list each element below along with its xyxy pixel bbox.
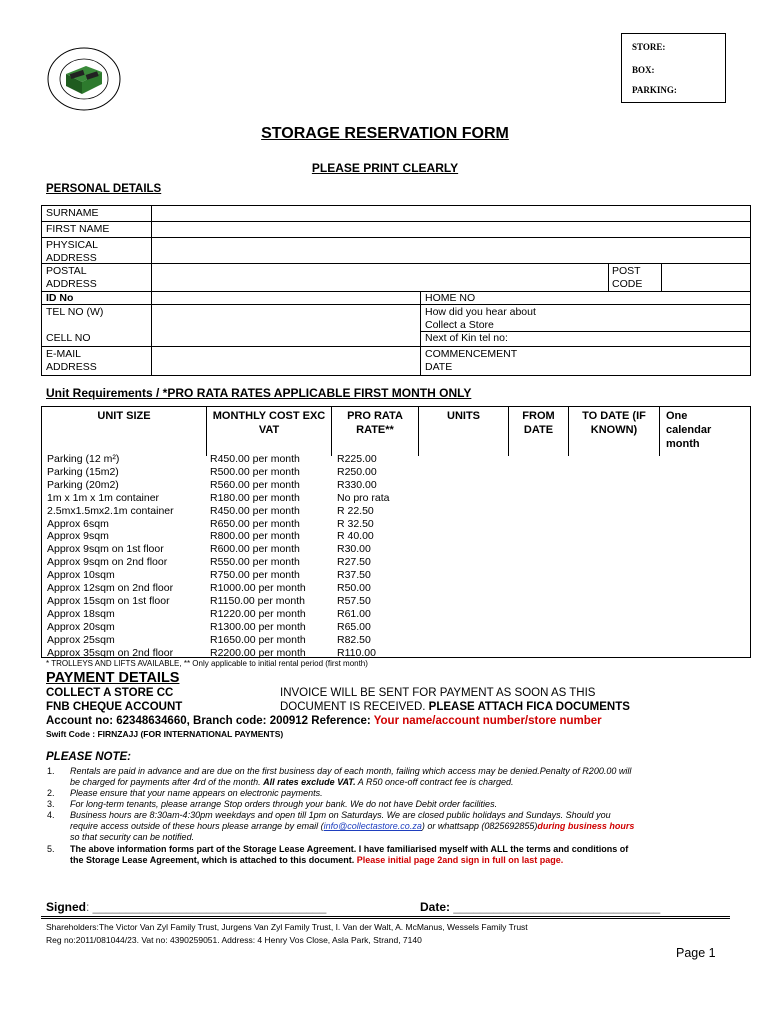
parking-label: PARKING: — [632, 85, 677, 95]
unit-row-prorata: R65.00 — [337, 620, 371, 633]
footer-registration: Reg no:2011/081044/23. Vat no: 4390259051. Address: 4 Henry Vos Close, Asla Park, Strand, 7140 — [46, 935, 422, 945]
note-5-line-1: The above information forms part of the Storage Lease Agreement. I have familiarised myself with ALL the terms and conditions of — [70, 844, 629, 854]
unit-row-prorata: R 32.50 — [337, 517, 374, 530]
unit-requirements-heading: Unit Requirements / *PRO RATA RATES APPLICABLE FIRST MONTH ONLY — [46, 386, 472, 400]
payment-heading: PAYMENT DETAILS — [46, 670, 180, 686]
unit-row-prorata: R330.00 — [337, 478, 377, 491]
unit-size-header: UNIT SIZE — [97, 410, 151, 422]
company-name: COLLECT A STORE CC — [46, 687, 174, 699]
first-name-label: FIRST NAME — [46, 223, 110, 235]
unit-row-monthly: R600.00 per month — [210, 543, 300, 556]
account-type: FNB CHEQUE ACCOUNT — [46, 701, 183, 713]
unit-row-sizes: Approx 35sqm on 2nd floor — [47, 646, 174, 659]
unit-row-monthly: R550.00 per month — [210, 556, 300, 569]
unit-row-prorata: R57.50 — [337, 594, 371, 607]
unit-row-prorata: R37.50 — [337, 569, 371, 582]
unit-row-monthly: R1650.00 per month — [210, 633, 306, 646]
page-subtitle: PLEASE PRINT CLEARLY — [311, 161, 459, 175]
note-4-line-3: so that security can be notified. — [70, 832, 195, 842]
unit-row-prorata: R250.00 — [337, 465, 377, 478]
unit-row-sizes: Approx 12sqm on 2nd floor — [47, 582, 174, 595]
units-header: UNITS — [447, 410, 480, 422]
tel-no-w-label: TEL NO (W) — [46, 306, 104, 318]
footer-shareholders: Shareholders:The Victor Van Zyl Family Trust, Jurgens Van Zyl Family Trust, I. Van der Walt, A. McManus, Wessels Family Trust — [46, 922, 528, 932]
to-date-header: TO DATE (IF KNOWN) — [582, 410, 646, 436]
email-label: E-MAIL ADDRESS — [46, 348, 97, 373]
unit-row-prorata: No pro rata — [337, 491, 390, 504]
unit-row-sizes: Approx 25sqm — [47, 633, 115, 646]
footer-divider-2 — [41, 918, 730, 919]
unit-row-sizes: Approx 15sqm on 1st floor — [47, 594, 170, 607]
unit-row-monthly: R800.00 per month — [210, 530, 300, 543]
unit-row-monthly: R2200.00 per month — [210, 646, 306, 659]
invoice-line-1: INVOICE WILL BE SENT FOR PAYMENT AS SOON AS THIS — [280, 687, 596, 699]
unit-row-monthly: R500.00 per month — [210, 465, 300, 478]
reference-text: Your name/account number/store number — [373, 715, 602, 727]
unit-row-sizes: Approx 20sqm — [47, 620, 115, 633]
store-label: STORE: — [632, 42, 666, 52]
next-of-kin-label: Next of Kin tel no: — [425, 332, 508, 344]
unit-row-monthly: R450.00 per month — [210, 504, 300, 517]
unit-row-sizes: Approx 10sqm — [47, 569, 115, 582]
note-3: For long-term tenants, please arrange Stop orders through your bank. We do not have Debit order facilities. — [70, 799, 498, 809]
unit-row-prorata: R50.00 — [337, 582, 371, 595]
note-1-line-2: be charged for payments after 4rd of the month. All rates exclude VAT. A R50 once-off contract fee is charged. — [70, 777, 514, 787]
tel-no-w-field[interactable] — [152, 305, 420, 346]
unit-row-prorata: R30.00 — [337, 543, 371, 556]
note-5-line-2: the Storage Lease Agreement, which is attached to this document. Please initial page 2and sign in full on last page. — [70, 855, 564, 865]
personal-details-heading: PERSONAL DETAILS — [46, 183, 162, 195]
unit-row-prorata: R110.00 — [337, 646, 376, 659]
note-4-line-2: require access outside of these hours please arrange by email (info@collectastore.co.za) or whattsapp (0825692855)during business hours — [70, 821, 635, 831]
unit-row-monthly: R560.00 per month — [210, 478, 300, 491]
unit-row-monthly: R450.00 per month — [210, 453, 300, 465]
page-number: Page 1 — [676, 946, 716, 960]
note-4-line-1: Business hours are 8:30am-4:30pm weekdays and open till 1pm on Saturdays. We are closed public holidays and Sundays. Should you — [70, 810, 611, 820]
company-logo — [44, 44, 124, 114]
note-2: Please ensure that your name appears on electronic payments. — [70, 788, 323, 798]
physical-address-field[interactable] — [152, 238, 750, 263]
unit-row-prorata: R 40.00 — [337, 530, 374, 543]
postal-address-field[interactable] — [152, 264, 607, 291]
box-label: BOX: — [632, 65, 655, 75]
unit-row-prorata: R225.00 — [337, 453, 377, 465]
signed-field[interactable]: Signed: ___________________________________ — [46, 900, 327, 914]
monthly-cost-header: MONTHLY COST EXC VAT — [212, 410, 326, 436]
footer-divider — [41, 916, 730, 917]
unit-row-prorata: R 22.50 — [337, 504, 374, 517]
commencement-label: COMMENCEMENT DATE — [425, 348, 517, 373]
unit-row-monthly: R750.00 per month — [210, 569, 300, 582]
notes-heading: PLEASE NOTE: — [46, 751, 131, 763]
postal-address-label: POSTAL ADDRESS — [46, 265, 97, 290]
unit-row-monthly: R1150.00 per month — [210, 594, 305, 607]
unit-row-sizes: Approx 6sqm — [47, 517, 109, 530]
unit-row-prorata: R82.50 — [337, 633, 371, 646]
unit-size-column — [47, 453, 205, 660]
account-line: Account no: 62348634660, Branch code: 200912 Reference: Your name/account number/store number — [46, 715, 602, 727]
surname-label: SURNAME — [46, 207, 99, 219]
unit-requirements-table — [41, 406, 751, 658]
fica-notice: PLEASE ATTACH FICA DOCUMENTS — [428, 701, 630, 713]
from-date-header: FROM DATE — [522, 410, 555, 436]
id-no-label: ID No — [46, 292, 74, 304]
id-no-field[interactable] — [152, 292, 420, 304]
notes-list: 1. Rentals are paid in advance and are due on the first business day of each month, failing which access may be denied.Penalty of R200.00 will be charged for payments after 4rd of the month. All rates exclude VAT. A R50 once-off contract fee is charged. 2. Please ensure that your name appears on electronic payments. 3. For long-term tenants, please arrange Stop orders through your bank. We do not have Debit order facilities. 4. Business hours are 8:30am-4:30pm weekdays and open till 1pm on Saturdays. We are closed public holidays and Sundays. Should you require access outside of these hours please arrange by email (info@collectastore.co.za) or whattsapp (0825692855)during business hours so that security can be notified. 5. The above information forms part of the Storage Lease Agreement. I have familiarised myself with ALL the terms and conditions of the Storage Lease Agreement, which is attached to this document. Please initial page 2and sign in full on last page. — [0, 766, 770, 876]
first-name-field[interactable] — [152, 222, 750, 237]
date-field[interactable]: Date: _______________________________ — [420, 900, 661, 914]
unit-row-sizes: Parking (20m2) — [47, 478, 119, 491]
cell-no-label: CELL NO — [46, 332, 91, 344]
post-code-field[interactable] — [662, 264, 750, 291]
unit-row-sizes: Parking (12 m²) — [47, 453, 120, 465]
unit-row-prorata: R27.50 — [337, 556, 371, 569]
unit-row-sizes: 2.5mx1.5mx2.1m container — [47, 504, 174, 517]
unit-row-prorata: R61.00 — [337, 607, 371, 620]
unit-row-sizes: Approx 9sqm on 2nd floor — [47, 556, 168, 569]
note-1-line-1: Rentals are paid in advance and are due on the first business day of each month, failing which access may be denied.Penalty of R200.00 will — [70, 766, 632, 776]
pro-rata-column — [337, 453, 417, 660]
personal-details-table — [41, 205, 751, 376]
unit-row-monthly: R1220.00 per month — [210, 607, 306, 620]
unit-row-sizes: Approx 18sqm — [47, 607, 115, 620]
email-field[interactable] — [152, 347, 420, 375]
unit-row-sizes: Approx 9sqm — [47, 530, 109, 543]
physical-address-label: PHYSICAL ADDRESS — [46, 239, 98, 264]
monthly-cost-column — [210, 453, 330, 660]
swift-code: Swift Code : FIRNZAJJ (FOR INTERNATIONAL PAYMENTS) — [46, 729, 284, 739]
unit-row-monthly: R1300.00 per month — [210, 620, 306, 633]
one-month-header: One calendar month — [666, 410, 712, 450]
unit-footnote: * TROLLEYS AND LIFTS AVAILABLE, ** Only applicable to initial rental period (first month) — [46, 659, 368, 668]
email-link[interactable]: info@collectastore.co.za — [323, 821, 422, 831]
surname-field[interactable] — [152, 206, 750, 221]
how-hear-label: How did you hear about Collect a Store — [425, 306, 536, 331]
post-code-label: POST CODE — [612, 265, 643, 290]
home-no-label: HOME NO — [425, 292, 476, 304]
pro-rata-header: PRO RATA RATE** — [347, 410, 403, 436]
page-title: STORAGE RESERVATION FORM — [261, 125, 509, 142]
unit-row-sizes: 1m x 1m x 1m container — [47, 491, 160, 504]
store-box — [621, 33, 726, 103]
unit-row-monthly: R650.00 per month — [210, 517, 300, 530]
invoice-line-2: DOCUMENT IS RECEIVED. PLEASE ATTACH FICA DOCUMENTS — [280, 701, 630, 713]
unit-row-sizes: Approx 9sqm on 1st floor — [47, 543, 164, 556]
unit-row-monthly: R180.00 per month — [210, 491, 300, 504]
unit-row-monthly: R1000.00 per month — [210, 582, 306, 595]
unit-row-sizes: Parking (15m2) — [47, 465, 119, 478]
